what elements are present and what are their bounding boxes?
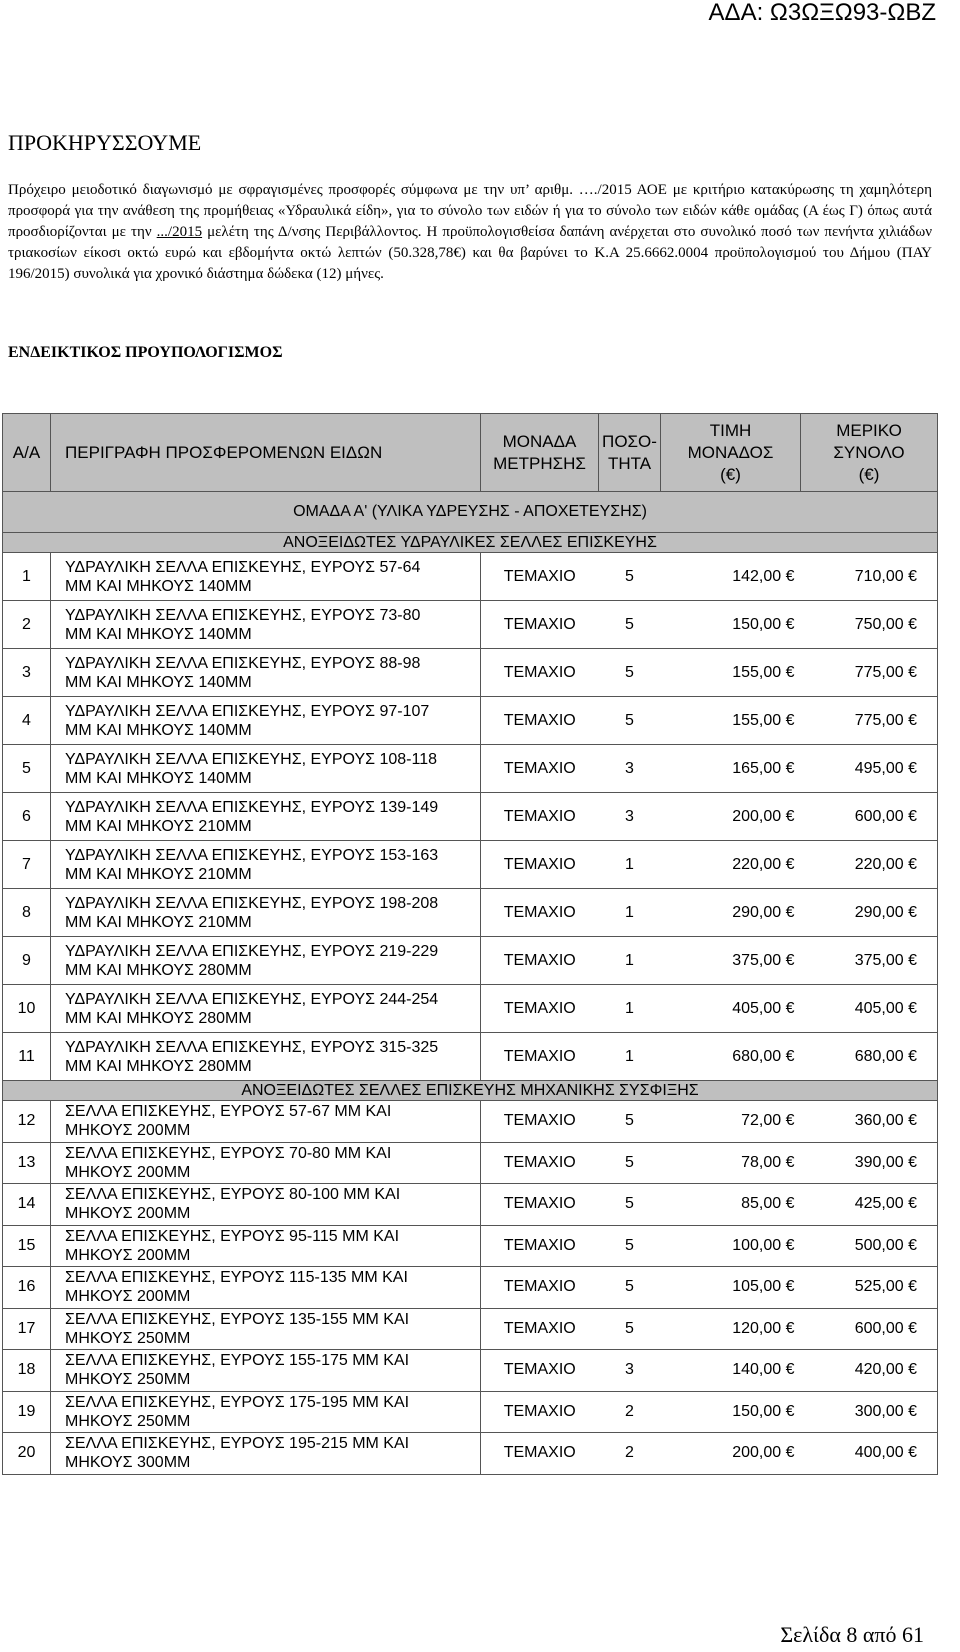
item-unit-price: 155,00 €	[661, 697, 801, 745]
item-description	[51, 1433, 481, 1475]
item-description-line2: ΜΜ ΚΑΙ ΜΗΚΟΥΣ 280ΜΜ	[65, 1009, 252, 1027]
item-subtotal: 220,00 €	[801, 841, 938, 889]
item-subtotal: 600,00 €	[801, 793, 938, 841]
item-quantity: 3	[599, 793, 661, 841]
item-subtotal: 375,00 €	[801, 937, 938, 985]
item-quantity: 2	[599, 1391, 661, 1433]
table-row	[3, 1101, 938, 1143]
item-unit: ΤΕΜΑΧΙΟ	[481, 1033, 599, 1081]
item-unit: ΤΕΜΑΧΙΟ	[481, 1308, 599, 1350]
item-unit-price: 375,00 €	[661, 937, 801, 985]
intro-text-part1: Πρόχειρο μειοδοτικό διαγωνισμό με σφραγισμένες προσφορές σύμφωνα με την υπ’ αριθμ. …./2015 ΑΟΕ με κριτήριο κατακύρωσης τη χαμηλότερη προσφορά για την ανάθεση της προμήθειας «Υδραυλικά είδη», για το σύνολο των ειδών ή για το σύνολο των ειδών κάθε ομάδας (Α έως Γ) όπως αυτά προσδιορίζονται με την	[8, 182, 932, 240]
item-description	[51, 985, 481, 1033]
item-description	[51, 1033, 481, 1081]
item-subtotal: 680,00 €	[801, 1033, 938, 1081]
item-quantity: 1	[599, 937, 661, 985]
item-quantity: 5	[599, 1225, 661, 1267]
item-unit: ΤΕΜΑΧΙΟ	[481, 649, 599, 697]
item-subtotal: 525,00 €	[801, 1267, 938, 1309]
item-description-line2: ΜΜ ΚΑΙ ΜΗΚΟΥΣ 140ΜΜ	[65, 721, 252, 739]
item-description-line1: ΣΕΛΛΑ ΕΠΙΣΚΕΥΗΣ, ΕΥΡΟΥΣ 95-115 ΜΜ ΚΑΙ	[65, 1227, 400, 1245]
item-unit: ΤΕΜΑΧΙΟ	[481, 1142, 599, 1184]
item-description-line2: ΜΗΚΟΥΣ 200ΜΜ	[65, 1122, 191, 1140]
item-unit: ΤΕΜΑΧΙΟ	[481, 601, 599, 649]
item-unit-price: 155,00 €	[661, 649, 801, 697]
item-description-line2: ΜΜ ΚΑΙ ΜΗΚΟΥΣ 140ΜΜ	[65, 625, 252, 643]
item-description-line2: ΜΜ ΚΑΙ ΜΗΚΟΥΣ 280ΜΜ	[65, 1057, 252, 1075]
subgroup-row	[3, 1081, 938, 1101]
table-row	[3, 1184, 938, 1226]
item-quantity: 5	[599, 1184, 661, 1226]
item-unit-price: 100,00 €	[661, 1225, 801, 1267]
item-description-line1: ΥΔΡΑΥΛΙΚΗ ΣΕΛΛΑ ΕΠΙΣΚΕΥΗΣ, ΕΥΡΟΥΣ 108-118	[65, 750, 437, 768]
item-quantity: 1	[599, 841, 661, 889]
item-unit: ΤΕΜΑΧΙΟ	[481, 697, 599, 745]
table-row	[3, 649, 938, 697]
item-description-line1: ΥΔΡΑΥΛΙΚΗ ΣΕΛΛΑ ΕΠΙΣΚΕΥΗΣ, ΕΥΡΟΥΣ 315-325	[65, 1038, 439, 1056]
table-row	[3, 889, 938, 937]
item-description-line2: ΜΜ ΚΑΙ ΜΗΚΟΥΣ 140ΜΜ	[65, 769, 252, 787]
item-description-line2: ΜΜ ΚΑΙ ΜΗΚΟΥΣ 210ΜΜ	[65, 865, 252, 883]
item-description	[51, 1267, 481, 1309]
item-description-line1: ΣΕΛΛΑ ΕΠΙΣΚΕΥΗΣ, ΕΥΡΟΥΣ 135-155 ΜΜ ΚΑΙ	[65, 1310, 410, 1328]
item-description	[51, 553, 481, 601]
item-unit-price: 405,00 €	[661, 985, 801, 1033]
item-number: 8	[3, 889, 51, 937]
item-subtotal: 500,00 €	[801, 1225, 938, 1267]
item-number: 5	[3, 745, 51, 793]
item-description	[51, 937, 481, 985]
item-quantity: 5	[599, 1142, 661, 1184]
header-quantity: ΠΟΣΟ- ΤΗΤΑ	[599, 414, 661, 492]
item-description-line1: ΥΔΡΑΥΛΙΚΗ ΣΕΛΛΑ ΕΠΙΣΚΕΥΗΣ, ΕΥΡΟΥΣ 153-163	[65, 846, 439, 864]
table-row	[3, 937, 938, 985]
subgroup-title-2: ΑΝΟΞΕΙΔΩΤΕΣ ΣΕΛΛΕΣ ΕΠΙΣΚΕΥΗΣ ΜΗΧΑΝΙΚΗΣ ΣΥΣΦΙΞΗΣ	[3, 1081, 938, 1101]
intro-paragraph	[8, 180, 932, 285]
table-row	[3, 1308, 938, 1350]
item-description-line2: ΜΜ ΚΑΙ ΜΗΚΟΥΣ 210ΜΜ	[65, 817, 252, 835]
item-description-line1: ΣΕΛΛΑ ΕΠΙΣΚΕΥΗΣ, ΕΥΡΟΥΣ 175-195 ΜΜ ΚΑΙ	[65, 1393, 410, 1411]
item-description	[51, 841, 481, 889]
item-unit: ΤΕΜΑΧΙΟ	[481, 937, 599, 985]
item-unit-price: 220,00 €	[661, 841, 801, 889]
header-subtotal: ΜΕΡΙΚΟ ΣΥΝΟΛΟ (€)	[801, 414, 938, 492]
item-number: 11	[3, 1033, 51, 1081]
item-description-line2: ΜΗΚΟΥΣ 200ΜΜ	[65, 1246, 191, 1264]
item-number: 15	[3, 1225, 51, 1267]
item-number: 20	[3, 1433, 51, 1475]
table-row	[3, 985, 938, 1033]
page-heading: ΠΡΟΚΗΡΥΣΣΟΥΜΕ	[8, 130, 202, 155]
item-subtotal: 390,00 €	[801, 1142, 938, 1184]
item-number: 10	[3, 985, 51, 1033]
item-quantity: 3	[599, 745, 661, 793]
page-number: Σελίδα 8 από 61	[780, 1622, 924, 1647]
item-description	[51, 1350, 481, 1392]
item-unit: ΤΕΜΑΧΙΟ	[481, 1350, 599, 1392]
item-number: 19	[3, 1391, 51, 1433]
item-unit-price: 78,00 €	[661, 1142, 801, 1184]
item-description-line1: ΥΔΡΑΥΛΙΚΗ ΣΕΛΛΑ ΕΠΙΣΚΕΥΗΣ, ΕΥΡΟΥΣ 57-64	[65, 558, 421, 576]
item-subtotal: 495,00 €	[801, 745, 938, 793]
table-row	[3, 841, 938, 889]
item-description-line1: ΥΔΡΑΥΛΙΚΗ ΣΕΛΛΑ ΕΠΙΣΚΕΥΗΣ, ΕΥΡΟΥΣ 198-208	[65, 894, 439, 912]
item-number: 6	[3, 793, 51, 841]
item-description	[51, 1391, 481, 1433]
table-row	[3, 745, 938, 793]
item-description-line1: ΣΕΛΛΑ ΕΠΙΣΚΕΥΗΣ, ΕΥΡΟΥΣ 155-175 ΜΜ ΚΑΙ	[65, 1352, 410, 1370]
item-subtotal: 750,00 €	[801, 601, 938, 649]
table-row	[3, 1433, 938, 1475]
item-number: 13	[3, 1142, 51, 1184]
item-unit-price: 85,00 €	[661, 1184, 801, 1226]
item-unit-price: 165,00 €	[661, 745, 801, 793]
item-quantity: 5	[599, 697, 661, 745]
item-description-line1: ΣΕΛΛΑ ΕΠΙΣΚΕΥΗΣ, ΕΥΡΟΥΣ 195-215 ΜΜ ΚΑΙ	[65, 1435, 410, 1453]
table-row	[3, 601, 938, 649]
item-unit: ΤΕΜΑΧΙΟ	[481, 745, 599, 793]
item-description-line2: ΜΗΚΟΥΣ 250ΜΜ	[65, 1329, 191, 1347]
item-description-line1: ΣΕΛΛΑ ΕΠΙΣΚΕΥΗΣ, ΕΥΡΟΥΣ 57-67 ΜΜ ΚΑΙ	[65, 1103, 392, 1121]
item-unit-price: 72,00 €	[661, 1101, 801, 1143]
table-row	[3, 1267, 938, 1309]
table-row	[3, 1225, 938, 1267]
item-description-line1: ΥΔΡΑΥΛΙΚΗ ΣΕΛΛΑ ΕΠΙΣΚΕΥΗΣ, ΕΥΡΟΥΣ 244-254	[65, 990, 439, 1008]
item-quantity: 5	[599, 1308, 661, 1350]
item-number: 1	[3, 553, 51, 601]
item-unit-price: 290,00 €	[661, 889, 801, 937]
item-number: 12	[3, 1101, 51, 1143]
item-description	[51, 889, 481, 937]
item-number: 14	[3, 1184, 51, 1226]
item-description-line2: ΜΗΚΟΥΣ 200ΜΜ	[65, 1163, 191, 1181]
item-description	[51, 793, 481, 841]
item-description	[51, 1142, 481, 1184]
item-unit: ΤΕΜΑΧΙΟ	[481, 1101, 599, 1143]
group-title-row	[3, 492, 938, 533]
table-row	[3, 1350, 938, 1392]
subgroup-row	[3, 533, 938, 553]
item-subtotal: 710,00 €	[801, 553, 938, 601]
item-description-line2: ΜΗΚΟΥΣ 250ΜΜ	[65, 1412, 191, 1430]
item-unit: ΤΕΜΑΧΙΟ	[481, 889, 599, 937]
item-unit-price: 150,00 €	[661, 1391, 801, 1433]
header-description: ΠΕΡΙΓΡΑΦΗ ΠΡΟΣΦΕΡΟΜΕΝΩΝ ΕΙΔΩΝ	[51, 414, 481, 492]
item-description-line1: ΥΔΡΑΥΛΙΚΗ ΣΕΛΛΑ ΕΠΙΣΚΕΥΗΣ, ΕΥΡΟΥΣ 219-229	[65, 942, 439, 960]
item-unit-price: 140,00 €	[661, 1350, 801, 1392]
item-description-line2: ΜΗΚΟΥΣ 250ΜΜ	[65, 1371, 191, 1389]
item-description	[51, 745, 481, 793]
item-subtotal: 360,00 €	[801, 1101, 938, 1143]
item-subtotal: 600,00 €	[801, 1308, 938, 1350]
item-description	[51, 1308, 481, 1350]
group-title: ΟΜΑΔΑ Α' (ΥΛΙΚΑ ΥΔΡΕΥΣΗΣ - ΑΠΟΧΕΤΕΥΣΗΣ)	[3, 492, 938, 533]
item-unit-price: 142,00 €	[661, 553, 801, 601]
item-description	[51, 1225, 481, 1267]
header-unit: ΜΟΝΑΔΑ ΜΕΤΡΗΣΗΣ	[481, 414, 599, 492]
item-unit: ΤΕΜΑΧΙΟ	[481, 553, 599, 601]
item-unit: ΤΕΜΑΧΙΟ	[481, 1391, 599, 1433]
table-row	[3, 793, 938, 841]
item-subtotal: 405,00 €	[801, 985, 938, 1033]
item-description-line2: ΜΜ ΚΑΙ ΜΗΚΟΥΣ 140ΜΜ	[65, 673, 252, 691]
table-row	[3, 1033, 938, 1081]
item-number: 16	[3, 1267, 51, 1309]
table-row	[3, 1142, 938, 1184]
item-unit-price: 105,00 €	[661, 1267, 801, 1309]
item-description-line2: ΜΗΚΟΥΣ 200ΜΜ	[65, 1288, 191, 1306]
ada-identifier: ΑΔΑ: Ω3ΩΞΩ93-ΩΒΖ	[708, 0, 936, 26]
item-number: 3	[3, 649, 51, 697]
item-unit: ΤΕΜΑΧΙΟ	[481, 1184, 599, 1226]
item-description-line1: ΥΔΡΑΥΛΙΚΗ ΣΕΛΛΑ ΕΠΙΣΚΕΥΗΣ, ΕΥΡΟΥΣ 97-107	[65, 702, 430, 720]
item-description-line2: ΜΗΚΟΥΣ 200ΜΜ	[65, 1205, 191, 1223]
item-description-line1: ΣΕΛΛΑ ΕΠΙΣΚΕΥΗΣ, ΕΥΡΟΥΣ 70-80 ΜΜ ΚΑΙ	[65, 1144, 392, 1162]
table-header-row	[3, 414, 938, 492]
item-unit: ΤΕΜΑΧΙΟ	[481, 985, 599, 1033]
item-quantity: 5	[599, 649, 661, 697]
item-unit: ΤΕΜΑΧΙΟ	[481, 1225, 599, 1267]
item-description	[51, 697, 481, 745]
item-number: 17	[3, 1308, 51, 1350]
item-subtotal: 775,00 €	[801, 697, 938, 745]
subgroup-title-1: ΑΝΟΞΕΙΔΩΤΕΣ ΥΔΡΑΥΛΙΚΕΣ ΣΕΛΛΕΣ ΕΠΙΣΚΕΥΗΣ	[3, 533, 938, 553]
item-description-line1: ΣΕΛΛΑ ΕΠΙΣΚΕΥΗΣ, ΕΥΡΟΥΣ 80-100 ΜΜ ΚΑΙ	[65, 1186, 401, 1204]
item-unit-price: 120,00 €	[661, 1308, 801, 1350]
item-quantity: 2	[599, 1433, 661, 1475]
item-number: 2	[3, 601, 51, 649]
item-number: 9	[3, 937, 51, 985]
item-quantity: 1	[599, 985, 661, 1033]
item-subtotal: 425,00 €	[801, 1184, 938, 1226]
item-subtotal: 400,00 €	[801, 1433, 938, 1475]
item-description-line1: ΥΔΡΑΥΛΙΚΗ ΣΕΛΛΑ ΕΠΙΣΚΕΥΗΣ, ΕΥΡΟΥΣ 88-98	[65, 654, 421, 672]
item-unit-price: 200,00 €	[661, 793, 801, 841]
table-row	[3, 553, 938, 601]
item-quantity: 1	[599, 1033, 661, 1081]
item-quantity: 5	[599, 1101, 661, 1143]
table-row	[3, 697, 938, 745]
table-row	[3, 1391, 938, 1433]
item-quantity: 1	[599, 889, 661, 937]
item-subtotal: 290,00 €	[801, 889, 938, 937]
item-description-line1: ΣΕΛΛΑ ΕΠΙΣΚΕΥΗΣ, ΕΥΡΟΥΣ 115-135 ΜΜ ΚΑΙ	[65, 1269, 408, 1287]
item-number: 18	[3, 1350, 51, 1392]
item-subtotal: 300,00 €	[801, 1391, 938, 1433]
item-number: 4	[3, 697, 51, 745]
item-number: 7	[3, 841, 51, 889]
item-quantity: 5	[599, 553, 661, 601]
item-description-line1: ΥΔΡΑΥΛΙΚΗ ΣΕΛΛΑ ΕΠΙΣΚΕΥΗΣ, ΕΥΡΟΥΣ 139-149	[65, 798, 439, 816]
intro-text-part2: μελέτη της Δ/νσης Περιβάλλοντος. Η προϋπολογισθείσα δαπάνη ανέρχεται στο συνολικό ποσό των πενήντα χιλιάδων τριακοσίων είκοσι οκτώ ευρώ και εβδομήντα οκτώ λεπτών (50.328,78€) και θα βαρύνει το Κ.Α 25.6662.0004 προϋπολογισμού του Δήμου (ΠΑΥ 196/2015) συνολικά για χρονικό διάστημα δώδεκα (12) μήνες.	[8, 224, 932, 282]
item-unit-price: 150,00 €	[661, 601, 801, 649]
item-description-line2: ΜΗΚΟΥΣ 300ΜΜ	[65, 1454, 191, 1472]
item-description	[51, 1101, 481, 1143]
item-description-line2: ΜΜ ΚΑΙ ΜΗΚΟΥΣ 140ΜΜ	[65, 577, 252, 595]
item-quantity: 5	[599, 1267, 661, 1309]
item-description-line1: ΥΔΡΑΥΛΙΚΗ ΣΕΛΛΑ ΕΠΙΣΚΕΥΗΣ, ΕΥΡΟΥΣ 73-80	[65, 606, 421, 624]
budget-title: ΕΝΔΕΙΚΤΙΚΟΣ ΠΡΟΥΠΟΛΟΓΙΣΜΟΣ	[8, 344, 283, 361]
item-quantity: 3	[599, 1350, 661, 1392]
item-description-line2: ΜΜ ΚΑΙ ΜΗΚΟΥΣ 280ΜΜ	[65, 961, 252, 979]
item-subtotal: 420,00 €	[801, 1350, 938, 1392]
item-unit-price: 680,00 €	[661, 1033, 801, 1081]
item-description	[51, 601, 481, 649]
item-unit: ΤΕΜΑΧΙΟ	[481, 1267, 599, 1309]
item-unit: ΤΕΜΑΧΙΟ	[481, 1433, 599, 1475]
item-description	[51, 649, 481, 697]
budget-table	[2, 413, 938, 1475]
item-unit: ΤΕΜΑΧΙΟ	[481, 793, 599, 841]
item-quantity: 5	[599, 601, 661, 649]
item-unit: ΤΕΜΑΧΙΟ	[481, 841, 599, 889]
item-unit-price: 200,00 €	[661, 1433, 801, 1475]
item-description	[51, 1184, 481, 1226]
header-unit-price: ΤΙΜΗ ΜΟΝΑΔΟΣ (€)	[661, 414, 801, 492]
item-subtotal: 775,00 €	[801, 649, 938, 697]
item-description-line2: ΜΜ ΚΑΙ ΜΗΚΟΥΣ 210ΜΜ	[65, 913, 252, 931]
header-aa: Α/Α	[3, 414, 51, 492]
intro-reference: .../2015	[156, 224, 203, 240]
